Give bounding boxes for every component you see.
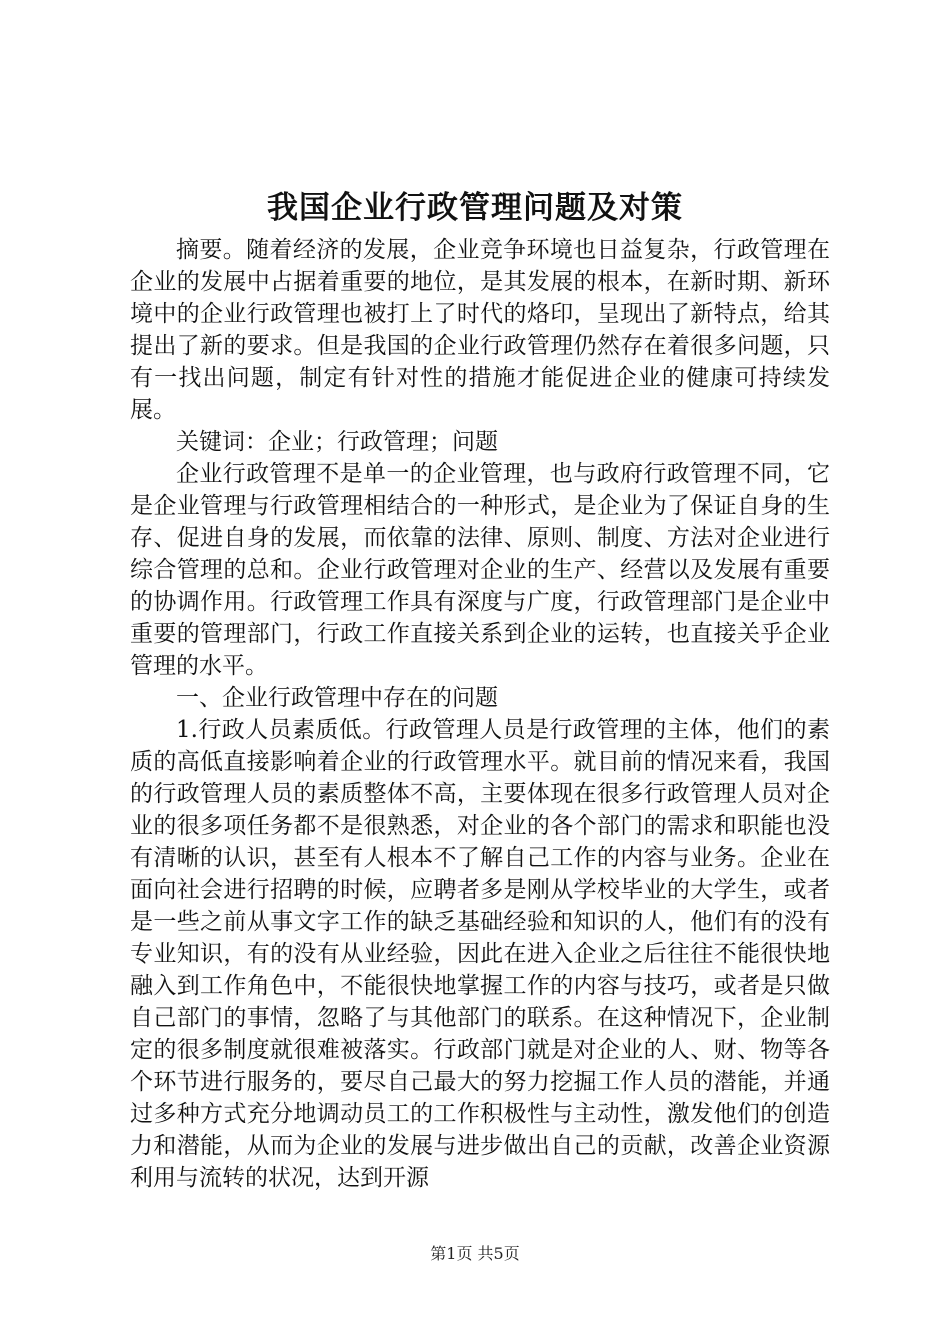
abstract-paragraph: 摘要。随着经济的发展，企业竞争环境也日益复杂，行政管理在企业的发展中占据着重要的地位，是其发展的根本，在新时期、新环境中的企业行政管理也被打上了时代的烙印，呈现出了新特点，给其提出了新的要求。但是我国的企业行政管理仍然存在着很多问题，只有一找出问题，制定有针对性的措施才能促进企业的健康可持续发展。 xyxy=(130,237,830,423)
document-title: 我国企业行政管理问题及对策 xyxy=(267,190,683,226)
intro-paragraph: 企业行政管理不是单一的企业管理，也与政府行政管理不同，它是企业管理与行政管理相结合的一种形式，是企业为了保证自身的生存、促进自身的发展，而依靠的法律、原则、制度、方法对企业进行综合管理的总和。企业行政管理对企业的生产、经营以及发展有重要的协调作用。行政管理工作具有深度与广度，行政管理部门是企业中重要的管理部门，行政工作直接关系到企业的运转，也直接关乎企业管理的水平。 xyxy=(130,461,830,679)
keywords-paragraph: 关键词：企业；行政管理；问题 xyxy=(176,429,498,455)
body-paragraph: 1.行政人员素质低。行政管理人员是行政管理的主体，他们的素质的高低直接影响着企业的行政管理水平。就目前的情况来看，我国的行政管理人员的素质整体不高，主要体现在很多行政管理人员对企业的很多项任务都不是很熟悉，对企业的各个部门的需求和职能也没有清晰的认识，甚至有人根本不了解自己工作的内容与业务。企业在面向社会进行招聘的时候，应聘者多是刚从学校毕业的大学生，或者是一些之前从事文字工作的缺乏基础经验和知识的人，他们有的没有专业知识，有的没有从业经验，因此在进入企业之后往往不能很快地融入到工作角色中，不能很快地掌握工作的内容与技巧，或者是只做自己部门的事情，忽略了与其他部门的联系。在这种情况下，企业制定的很多制度就很难被落实。行政部门就是对企业的人、财、物等各个环节进行服务的，要尽自己最大的努力挖掘工作人员的潜能，并通过多种方式充分地调动员工的工作积极性与主动性，激发他们的创造力和潜能，从而为企业的发展与进步做出自己的贡献，改善企业资源利用与流转的状况，达到开源 xyxy=(130,717,830,1191)
section-heading: 一、企业行政管理中存在的问题 xyxy=(176,685,498,711)
page-footer: 第1页 共5页 xyxy=(430,1244,520,1263)
document-body xyxy=(130,234,830,1194)
